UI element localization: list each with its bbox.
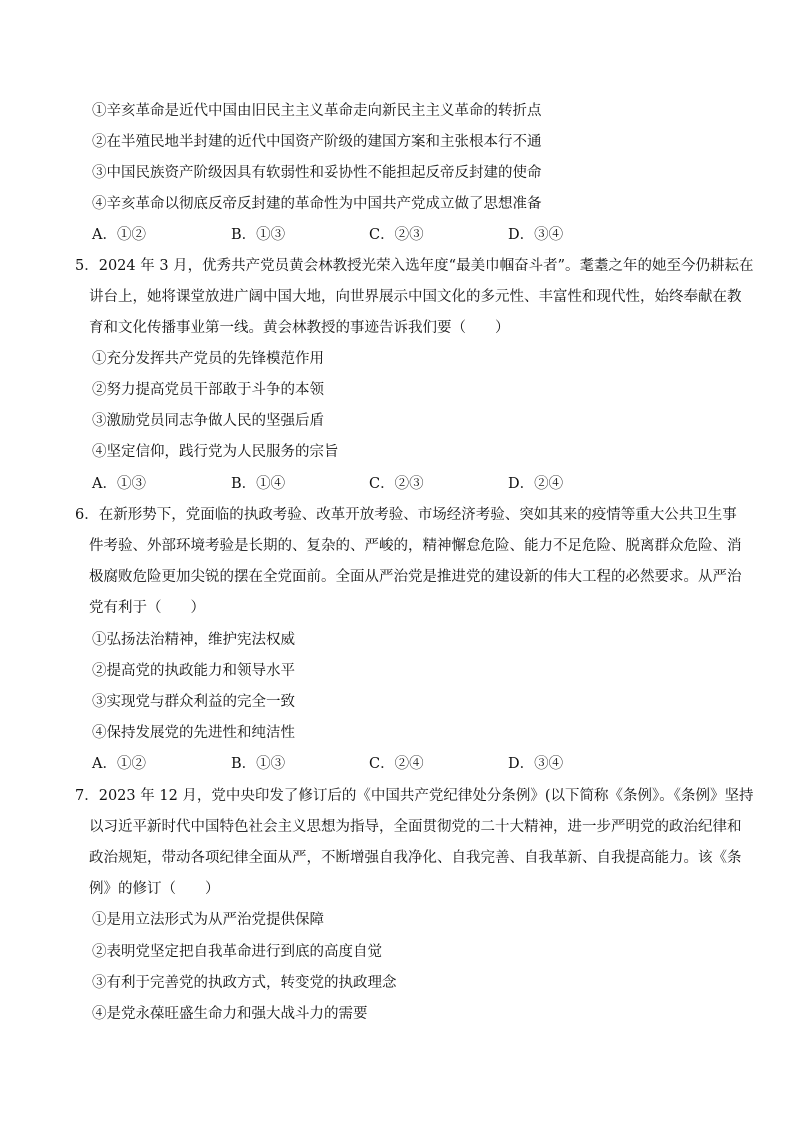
q6-option-d: D．③④ bbox=[508, 756, 564, 772]
q6-stem-line-2: 件考验、外部环境考验是长期的、复杂的、严峻的，精神懈怠危险、能力不足危险、脱离群众危险、消 bbox=[89, 538, 742, 554]
q4-option-a: A．①② bbox=[92, 227, 146, 243]
q7-item-1: ①是用立法形式为从严治党提供保障 bbox=[92, 912, 324, 928]
q7-stem-line-4: 例》的修订（ ） bbox=[89, 881, 220, 897]
q6-option-b: B．①③ bbox=[231, 756, 286, 772]
q6-option-c: C．②④ bbox=[369, 756, 424, 772]
q6-stem-line-4: 党有利于（ ） bbox=[89, 600, 205, 616]
q5-option-a: A．①③ bbox=[92, 476, 146, 492]
q5-item-2: ②努力提高党员干部敢于斗争的本领 bbox=[92, 382, 324, 398]
q5-stem-line-1: 5．2024 年 3 月，优秀共产党员黄会林教授光荣入选年度“最美巾帼奋斗者”。耄耋之年的她至今仍耕耘在 bbox=[75, 258, 754, 274]
q5-option-b: B．①④ bbox=[231, 476, 286, 492]
q6-item-4: ④保持发展党的先进性和纯洁性 bbox=[92, 725, 295, 741]
q7-item-2: ②表明党坚定把自我革命进行到底的高度自觉 bbox=[92, 944, 382, 960]
q5-stem-line-2: 讲台上，她将课堂放进广阔中国大地，向世界展示中国文化的多元性、丰富性和现代性，始终奉献在教 bbox=[89, 289, 742, 305]
q4-option-d: D．③④ bbox=[508, 227, 564, 243]
q5-item-1: ①充分发挥共产党员的先锋模范作用 bbox=[92, 351, 324, 367]
q7-stem-line-2: 以习近平新时代中国特色社会主义思想为指导，全面贯彻党的二十大精神，进一步严明党的政治纪律和 bbox=[89, 819, 742, 835]
q5-item-4: ④坚定信仰，践行党为人民服务的宗旨 bbox=[92, 444, 339, 460]
q6-item-3: ③实现党与群众利益的完全一致 bbox=[92, 694, 295, 710]
q4-option-c: C．②③ bbox=[369, 227, 424, 243]
q4-item-4: ④辛亥革命以彻底反帝反封建的革命性为中国共产党成立做了思想准备 bbox=[92, 196, 542, 212]
q6-stem-line-3: 极腐败危险更加尖锐的摆在全党面前。全面从严治党是推进党的建设新的伟大工程的必然要求。从严治 bbox=[89, 569, 742, 585]
q5-item-3: ③激励党员同志争做人民的坚强后盾 bbox=[92, 413, 324, 429]
q4-option-b: B．①③ bbox=[231, 227, 286, 243]
q4-item-1: ①辛亥革命是近代中国由旧民主主义革命走向新民主主义革命的转折点 bbox=[92, 103, 542, 119]
q7-item-3: ③有利于完善党的执政方式，转变党的执政理念 bbox=[92, 975, 397, 991]
q7-stem-line-1: 7．2023 年 12 月，党中央印发了修订后的《中国共产党纪律处分条例》(以下简称《条例》。《条例》坚持 bbox=[75, 788, 754, 804]
q4-item-2: ②在半殖民地半封建的近代中国资产阶级的建国方案和主张根本行不通 bbox=[92, 134, 542, 150]
q6-stem-line-1: 6．在新形势下，党面临的执政考验、改革开放考验、市场经济考验、突如其来的疫情等重大公共卫生事 bbox=[75, 507, 737, 523]
q6-options bbox=[92, 754, 692, 774]
q7-stem-line-3: 政治规矩，带动各项纪律全面从严，不断增强自我净化、自我完善、自我革新、自我提高能力。该《条 bbox=[89, 850, 742, 866]
q5-option-d: D．②④ bbox=[508, 476, 564, 492]
q6-option-a: A．①② bbox=[92, 756, 146, 772]
q6-item-2: ②提高党的执政能力和领导水平 bbox=[92, 663, 295, 679]
q5-option-c: C．②③ bbox=[369, 476, 424, 492]
q5-stem-line-3: 育和文化传播事业第一线。黄会林教授的事迹告诉我们要（ ） bbox=[89, 320, 510, 336]
q4-item-3: ③中国民族资产阶级因具有软弱性和妥协性不能担起反帝反封建的使命 bbox=[92, 165, 542, 181]
q7-item-4: ④是党永葆旺盛生命力和强大战斗力的需要 bbox=[92, 1006, 368, 1022]
q4-options bbox=[92, 225, 692, 245]
q6-item-1: ①弘扬法治精神，维护宪法权威 bbox=[92, 632, 295, 648]
q5-options bbox=[92, 474, 692, 494]
